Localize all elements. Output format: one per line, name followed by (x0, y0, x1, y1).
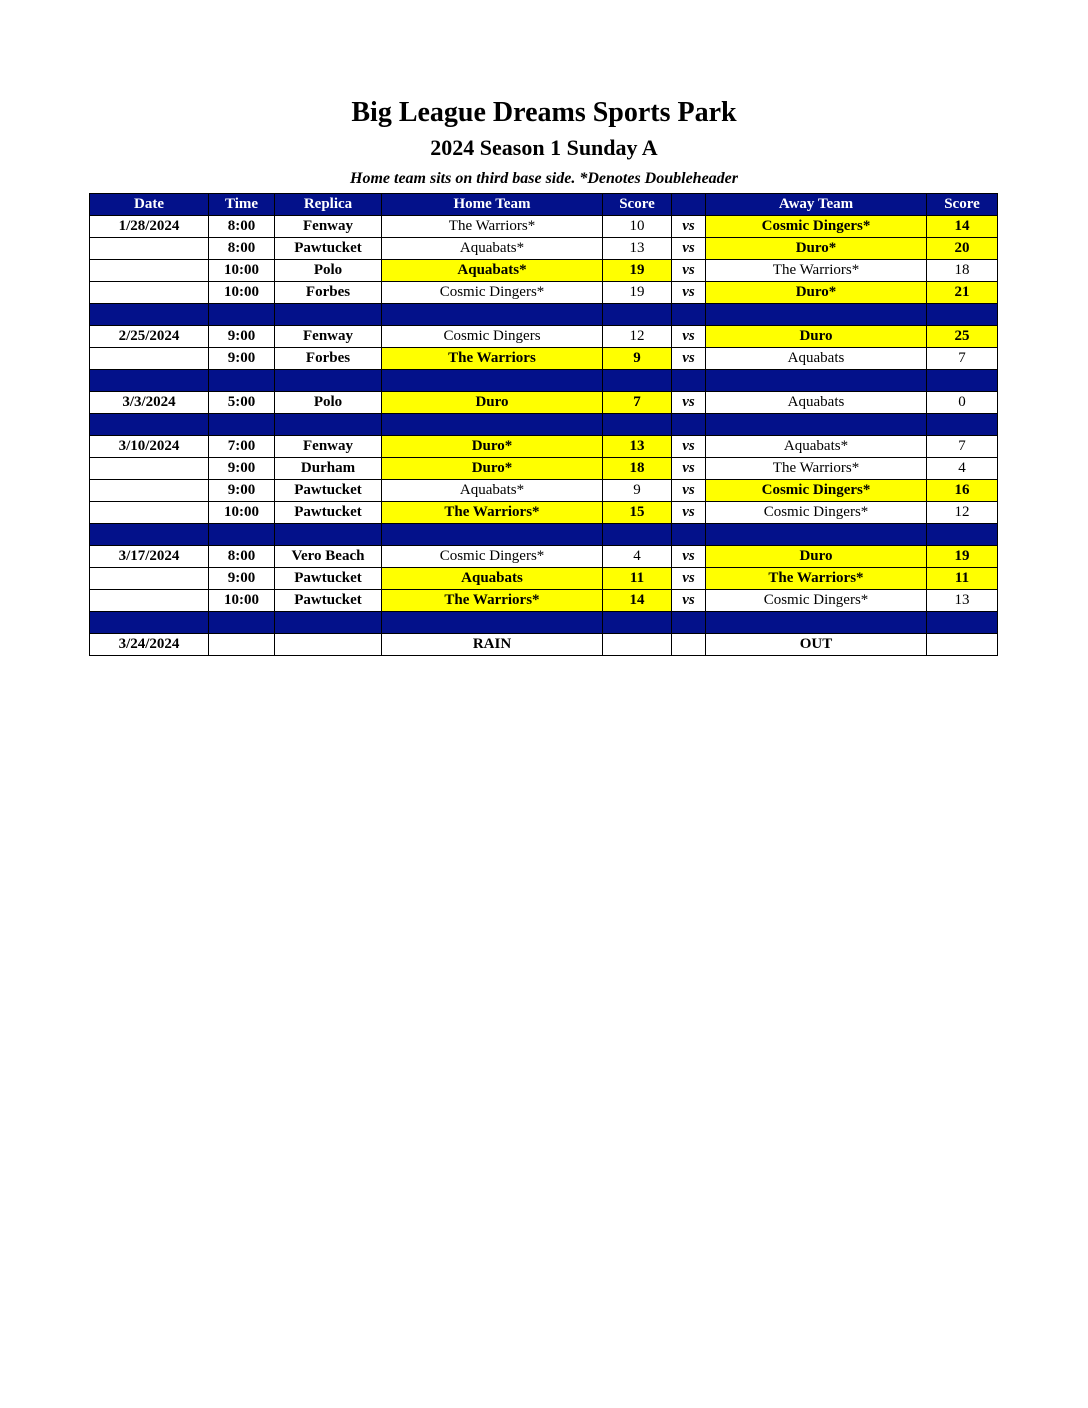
table-row (90, 502, 998, 524)
cell-home-team: Duro* (382, 436, 603, 458)
cell-home-team: RAIN (382, 634, 603, 656)
cell-replica: Pawtucket (275, 480, 382, 502)
cell-home-score: 19 (603, 282, 672, 304)
table-row (90, 590, 998, 612)
cell-home-team: Aquabats* (382, 238, 603, 260)
cell-home-team: Aquabats (382, 568, 603, 590)
cell-time: 10:00 (209, 282, 275, 304)
cell-time (209, 634, 275, 656)
cell-replica: Fenway (275, 326, 382, 348)
spacer-row (90, 612, 998, 634)
cell-home-team: Duro* (382, 458, 603, 480)
spacer-cell (603, 304, 672, 326)
cell-time: 8:00 (209, 238, 275, 260)
cell-date: 3/3/2024 (90, 392, 209, 414)
cell-away-score: 18 (927, 260, 998, 282)
spacer-cell (706, 524, 927, 546)
spacer-cell (706, 304, 927, 326)
spacer-cell (275, 524, 382, 546)
column-header-replica: Replica (275, 194, 382, 216)
spacer-cell (382, 370, 603, 392)
spacer-cell (603, 612, 672, 634)
page-title: Big League Dreams Sports Park (351, 97, 737, 128)
spacer-cell (672, 612, 706, 634)
cell-home-score: 11 (603, 568, 672, 590)
cell-home-team: Duro (382, 392, 603, 414)
cell-vs: vs (672, 568, 706, 590)
cell-time: 9:00 (209, 348, 275, 370)
cell-date (90, 502, 209, 524)
cell-replica: Pawtucket (275, 238, 382, 260)
table-row (90, 568, 998, 590)
spacer-cell (382, 612, 603, 634)
spacer-cell (275, 612, 382, 634)
spacer-cell (927, 370, 998, 392)
cell-away-score: 14 (927, 216, 998, 238)
spacer-cell (90, 612, 209, 634)
cell-replica: Polo (275, 392, 382, 414)
cell-home-score: 13 (603, 436, 672, 458)
cell-home-team: Aquabats* (382, 480, 603, 502)
cell-away-team: Duro* (706, 238, 927, 260)
spacer-cell (90, 304, 209, 326)
table-row (90, 546, 998, 568)
column-header-vs (672, 194, 706, 216)
cell-vs: vs (672, 348, 706, 370)
cell-home-team: Aquabats* (382, 260, 603, 282)
cell-home-score: 9 (603, 480, 672, 502)
cell-home-score: 15 (603, 502, 672, 524)
cell-date (90, 238, 209, 260)
spacer-cell (382, 414, 603, 436)
cell-home-score: 18 (603, 458, 672, 480)
cell-date (90, 458, 209, 480)
cell-time: 10:00 (209, 502, 275, 524)
cell-time: 9:00 (209, 458, 275, 480)
cell-away-team: OUT (706, 634, 927, 656)
table-row (90, 282, 998, 304)
table-header-row (90, 194, 998, 216)
cell-time: 5:00 (209, 392, 275, 414)
column-header-away-team: Away Team (706, 194, 927, 216)
cell-time: 9:00 (209, 568, 275, 590)
spacer-cell (927, 414, 998, 436)
cell-home-score: 19 (603, 260, 672, 282)
schedule-note: Home team sits on third base side. *Denotes Doubleheader (350, 170, 738, 187)
spacer-cell (706, 612, 927, 634)
cell-home-team: Cosmic Dingers* (382, 282, 603, 304)
cell-replica: Forbes (275, 348, 382, 370)
cell-time: 10:00 (209, 590, 275, 612)
cell-vs: vs (672, 326, 706, 348)
cell-vs: vs (672, 546, 706, 568)
cell-home-team: The Warriors* (382, 502, 603, 524)
table-row (90, 326, 998, 348)
table-row (90, 480, 998, 502)
spacer-cell (209, 304, 275, 326)
cell-replica: Pawtucket (275, 590, 382, 612)
spacer-cell (209, 524, 275, 546)
table-row (90, 260, 998, 282)
table-row (90, 238, 998, 260)
cell-time: 10:00 (209, 260, 275, 282)
spacer-cell (209, 612, 275, 634)
cell-away-score: 12 (927, 502, 998, 524)
cell-away-score: 19 (927, 546, 998, 568)
cell-vs: vs (672, 458, 706, 480)
cell-time: 9:00 (209, 326, 275, 348)
cell-date (90, 282, 209, 304)
column-header-home-score: Score (603, 194, 672, 216)
spacer-cell (706, 414, 927, 436)
spacer-cell (927, 612, 998, 634)
cell-away-score: 16 (927, 480, 998, 502)
cell-home-score: 10 (603, 216, 672, 238)
cell-home-team: The Warriors* (382, 216, 603, 238)
cell-vs: vs (672, 502, 706, 524)
cell-date (90, 260, 209, 282)
cell-replica (275, 634, 382, 656)
cell-replica: Vero Beach (275, 546, 382, 568)
cell-home-team: The Warriors (382, 348, 603, 370)
cell-away-team: Cosmic Dingers* (706, 590, 927, 612)
cell-away-score: 13 (927, 590, 998, 612)
cell-away-score (927, 634, 998, 656)
spacer-cell (706, 370, 927, 392)
cell-replica: Durham (275, 458, 382, 480)
cell-vs: vs (672, 392, 706, 414)
cell-home-team: Cosmic Dingers (382, 326, 603, 348)
cell-away-score: 7 (927, 348, 998, 370)
cell-vs: vs (672, 282, 706, 304)
cell-home-score: 13 (603, 238, 672, 260)
cell-vs: vs (672, 590, 706, 612)
cell-away-team: Duro (706, 546, 927, 568)
cell-away-team: Duro* (706, 282, 927, 304)
cell-date: 3/10/2024 (90, 436, 209, 458)
spacer-cell (672, 524, 706, 546)
cell-replica: Fenway (275, 436, 382, 458)
cell-away-team: Cosmic Dingers* (706, 502, 927, 524)
spacer-cell (90, 524, 209, 546)
spacer-row (90, 414, 998, 436)
cell-replica: Forbes (275, 282, 382, 304)
cell-date: 2/25/2024 (90, 326, 209, 348)
cell-time: 9:00 (209, 480, 275, 502)
cell-date (90, 480, 209, 502)
cell-away-score: 25 (927, 326, 998, 348)
spacer-cell (90, 370, 209, 392)
spacer-cell (603, 414, 672, 436)
spacer-cell (672, 370, 706, 392)
column-header-time: Time (209, 194, 275, 216)
spacer-cell (209, 414, 275, 436)
cell-away-score: 0 (927, 392, 998, 414)
table-row (90, 348, 998, 370)
cell-away-team: Aquabats (706, 348, 927, 370)
cell-vs: vs (672, 260, 706, 282)
table-row (90, 436, 998, 458)
spacer-cell (927, 524, 998, 546)
table-row (90, 392, 998, 414)
cell-home-score: 14 (603, 590, 672, 612)
cell-replica: Pawtucket (275, 502, 382, 524)
cell-vs: vs (672, 436, 706, 458)
cell-away-team: Aquabats (706, 392, 927, 414)
cell-away-team: Cosmic Dingers* (706, 216, 927, 238)
cell-home-score: 7 (603, 392, 672, 414)
schedule-table (89, 193, 998, 656)
spacer-cell (275, 304, 382, 326)
cell-away-score: 4 (927, 458, 998, 480)
cell-away-score: 20 (927, 238, 998, 260)
cell-vs: vs (672, 238, 706, 260)
cell-date (90, 590, 209, 612)
cell-home-team: The Warriors* (382, 590, 603, 612)
column-header-away-score: Score (927, 194, 998, 216)
cell-home-team: Cosmic Dingers* (382, 546, 603, 568)
spacer-row (90, 524, 998, 546)
column-header-date: Date (90, 194, 209, 216)
cell-away-score: 7 (927, 436, 998, 458)
cell-date (90, 568, 209, 590)
table-row (90, 634, 998, 656)
spacer-cell (603, 524, 672, 546)
cell-date: 3/17/2024 (90, 546, 209, 568)
cell-date: 1/28/2024 (90, 216, 209, 238)
cell-away-team: Duro (706, 326, 927, 348)
spacer-cell (603, 370, 672, 392)
cell-replica: Fenway (275, 216, 382, 238)
cell-away-team: Aquabats* (706, 436, 927, 458)
cell-replica: Pawtucket (275, 568, 382, 590)
cell-away-team: The Warriors* (706, 458, 927, 480)
cell-date: 3/24/2024 (90, 634, 209, 656)
spacer-cell (209, 370, 275, 392)
cell-away-team: The Warriors* (706, 260, 927, 282)
page-subtitle: 2024 Season 1 Sunday A (430, 135, 658, 160)
spacer-row (90, 304, 998, 326)
cell-home-score (603, 634, 672, 656)
spacer-cell (90, 414, 209, 436)
spacer-cell (672, 304, 706, 326)
table-row (90, 216, 998, 238)
cell-home-score: 12 (603, 326, 672, 348)
cell-vs: vs (672, 216, 706, 238)
cell-home-score: 4 (603, 546, 672, 568)
spacer-cell (275, 370, 382, 392)
spacer-cell (927, 304, 998, 326)
cell-date (90, 348, 209, 370)
schedule-body (90, 216, 998, 656)
column-header-home-team: Home Team (382, 194, 603, 216)
cell-replica: Polo (275, 260, 382, 282)
spacer-cell (382, 524, 603, 546)
spacer-cell (672, 414, 706, 436)
cell-vs (672, 634, 706, 656)
spacer-cell (382, 304, 603, 326)
cell-time: 8:00 (209, 216, 275, 238)
cell-away-team: The Warriors* (706, 568, 927, 590)
spacer-row (90, 370, 998, 392)
cell-away-team: Cosmic Dingers* (706, 480, 927, 502)
cell-away-score: 11 (927, 568, 998, 590)
spacer-cell (275, 414, 382, 436)
cell-home-score: 9 (603, 348, 672, 370)
table-row (90, 458, 998, 480)
cell-away-score: 21 (927, 282, 998, 304)
cell-time: 8:00 (209, 546, 275, 568)
cell-vs: vs (672, 480, 706, 502)
cell-time: 7:00 (209, 436, 275, 458)
